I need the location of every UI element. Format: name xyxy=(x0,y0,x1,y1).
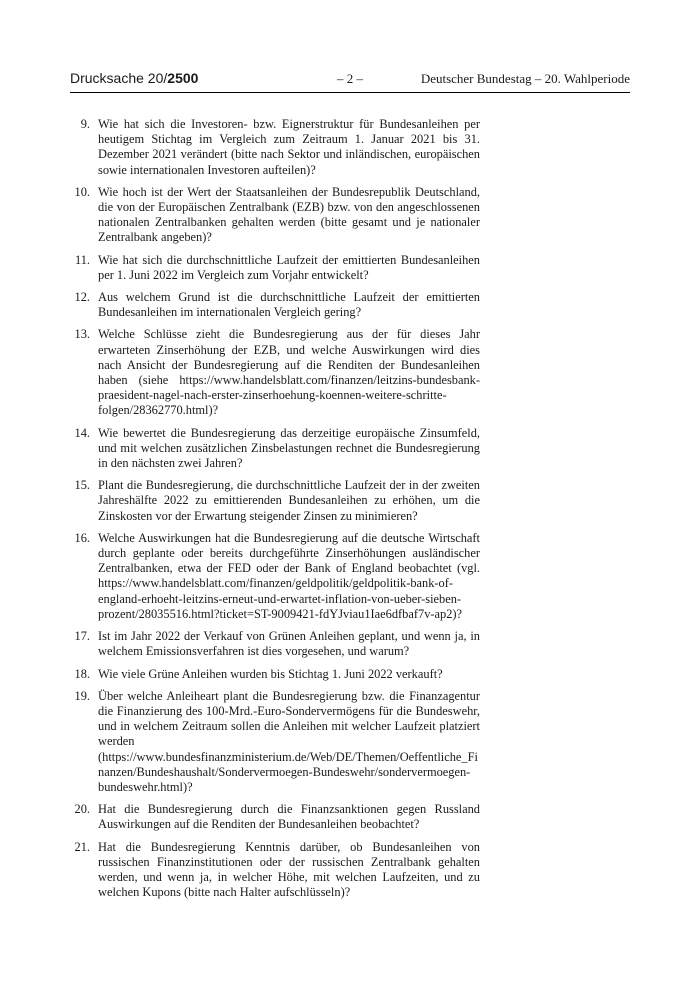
question-text: Welche Schlüsse zieht die Bundesregierung aus der für dieses Jahr erwarteten Zinserhöhung der EZB, und welche Auswirkungen wird dies nach Ansicht der Bundesregierung auf die Renditen der Bundesanleihen haben (siehe https://www.handelsblatt.com/finanzen/leitzins-bundesbank-praesident-nagel-nach-erster-zinserhoehung-koennen-weitere-schritte-folgen/28362770.html)? xyxy=(98,327,480,418)
question-number: 20. xyxy=(74,802,90,817)
question-text: Hat die Bundesregierung durch die Finanzsanktionen gegen Russland Auswirkungen auf die Renditen der Bundesanleihen beobachtet? xyxy=(98,802,480,832)
question-item xyxy=(70,667,480,682)
question-item xyxy=(70,185,480,246)
question-number: 21. xyxy=(74,839,90,854)
question-text: Wie bewertet die Bundesregierung das derzeitige europäische Zinsumfeld, und mit welchen zusätzlichen Zinsbelastungen rechnet die Bundesregierung in den nächsten zwei Jahren? xyxy=(98,425,480,471)
question-item xyxy=(70,426,480,472)
question-number: 15. xyxy=(74,478,90,493)
page-header xyxy=(70,70,630,93)
question-text: Wie hat sich die durchschnittliche Laufzeit der emittierten Bundesanleihen per 1. Juni 2022 im Vergleich zum Vorjahr entwickelt? xyxy=(98,252,480,282)
question-item xyxy=(70,478,480,524)
question-number: 9. xyxy=(80,117,90,131)
document-number: 2500 xyxy=(167,70,199,86)
question-text: Wie hoch ist der Wert der Staatsanleihen der Bundesrepublik Deutschland, die von der Europäischen Zentralbank (EZB) bzw. von den angeschlossenen nationalen Zentralbanken gehalten werden (bitte gesamt und je nationaler Zentralbank angeben)? xyxy=(98,184,480,245)
question-number: 19. xyxy=(74,688,90,703)
question-text: Plant die Bundesregierung, die durchschnittliche Laufzeit der in der zweiten Jahreshälfte 2022 zu emittierenden Bundesanleihen zu erhöhen, um die Zinskosten vor der Erwartung steigender Zinsen zu minimieren? xyxy=(98,478,480,523)
question-item xyxy=(70,531,480,622)
question-number: 12. xyxy=(74,290,90,305)
document-label: Drucksache 20/ xyxy=(70,70,168,86)
page-number: – 2 – xyxy=(337,71,363,86)
question-item xyxy=(70,629,480,659)
question-text: Wie hat sich die Investoren- bzw. Eignerstruktur für Bundesanleihen per heutigem Stichtag im Vergleich zum Zeitraum 1. Januar 2021 bis 31. Dezember 2021 verändert (bitte nach Sektor und inländischen, europäischen sowie internationalen Investoren aufteilen)? xyxy=(98,117,480,177)
question-number: 10. xyxy=(74,184,90,199)
question-text: Hat die Bundesregierung Kenntnis darüber, ob Bundesanleihen von russischen Finanzinstitutionen oder der russischen Zentralbank gehalten werden, und wenn ja, in welcher Höhe, mit welchen Laufzeiten, und zu welchen Kupons (bitte nach Halter aufschlüsseln)? xyxy=(98,839,480,900)
question-text: Über welche Anleiheart plant die Bundesregierung bzw. die Finanzagentur die Finanzierung des 100-Mrd.-Euro-Sondervermögens für die Bundeswehr, und in welchem Zeitraum sollen die Anleihen mit welcher Laufzeit platziert werden (https://www.bundesfinanzministerium.de/Web/DE/Themen/Oeffentliche_Finanzen/Bundeshaushalt/Sondervermoegen-Bundeswehr/sondervermoegen-bundeswehr.html)? xyxy=(98,688,480,794)
question-number: 13. xyxy=(74,327,90,342)
question-text: Wie viele Grüne Anleihen wurden bis Stichtag 1. Juni 2022 verkauft? xyxy=(98,666,443,681)
question-text: Ist im Jahr 2022 der Verkauf von Grünen Anleihen geplant, und wenn ja, in welchem Emissionsverfahren ist dies vorgesehen, und warum? xyxy=(98,629,480,659)
question-text: Welche Auswirkungen hat die Bundesregierung auf die deutsche Wirtschaft durch geplante oder bereits durchgeführte Zinserhöhungen ausländischer Zentralbanken, etwa der FED oder der Bank of England beobachtet (vgl. https://www.handelsblatt.com/finanzen/geldpolitik/geldpolitik-bank-of-england-erhoeht-leitzins-erneut-und-erwartet-inflation-von-ueber-sieben-prozent/28035516.html?ticket=ST-9009421-fdYJviau1Iae6dfbaf7v-ap2)? xyxy=(98,530,480,621)
question-item xyxy=(70,117,480,178)
question-text: Aus welchem Grund ist die durchschnittliche Laufzeit der emittierten Bundesanleihen im internationalen Vergleich gering? xyxy=(98,290,480,320)
question-list xyxy=(70,117,480,907)
question-number: 16. xyxy=(74,530,90,545)
question-item xyxy=(70,290,480,320)
question-item xyxy=(70,802,480,832)
question-number: 18. xyxy=(74,666,90,681)
parliament-label: Deutscher Bundestag – 20. Wahlperiode xyxy=(420,71,630,86)
question-item xyxy=(70,689,480,795)
question-number: 17. xyxy=(74,629,90,644)
question-number: 11. xyxy=(74,252,90,267)
question-item xyxy=(70,840,480,901)
question-number: 14. xyxy=(74,425,90,440)
question-item xyxy=(70,253,480,283)
question-item xyxy=(70,327,480,418)
